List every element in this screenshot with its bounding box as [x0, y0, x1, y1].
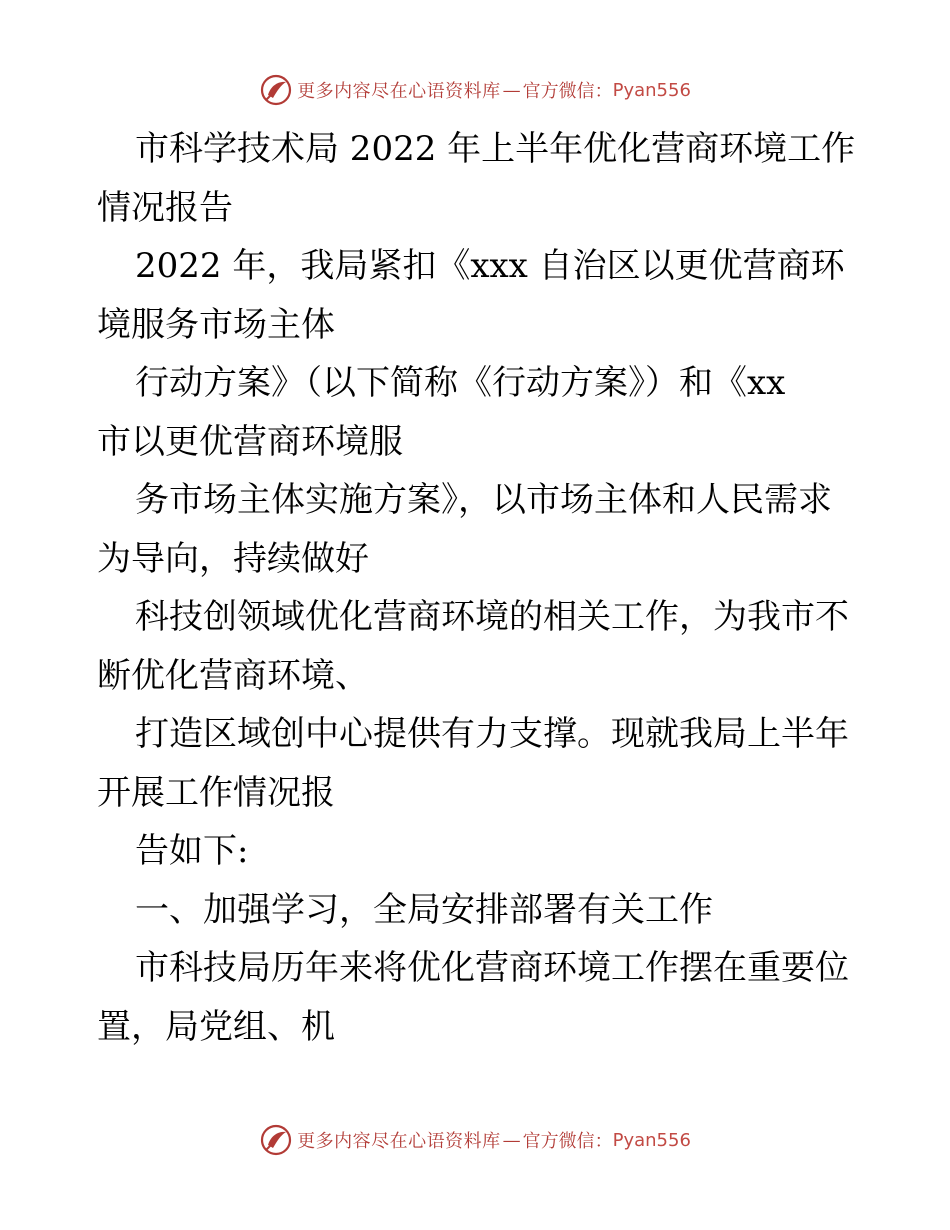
watermark-separator: — — [502, 1129, 521, 1151]
text-line: 2022 年，我局紧扣《xxx 自治区以更优营商环 — [135, 246, 845, 286]
text-line: 市科技局历年来将优化营商环境工作摆在重要位 — [135, 948, 849, 988]
text-line: 置，局党组、机 — [97, 1006, 335, 1047]
text-line: 打造区域创中心提供有力支撑。现就我局上半年 — [135, 714, 849, 754]
watermark-wechat-id: Pyan556 — [612, 1129, 691, 1151]
watermark-wechat-label: 官方微信： — [522, 81, 613, 102]
text-line: 市科学技术局 2022 年上半年优化营商环境工作 — [135, 129, 856, 169]
text-line: 市以更优营商环境服 — [97, 421, 403, 462]
document-body — [97, 120, 857, 1056]
footer-watermark — [0, 1120, 950, 1160]
text-line: 科技创领域优化营商环境的相关工作，为我市不 — [135, 597, 849, 637]
watermark-separator: — — [502, 79, 521, 101]
header-watermark — [0, 70, 950, 110]
logo-icon — [259, 1123, 293, 1157]
watermark-text: 更多内容尽在心语资料库 — [297, 81, 501, 102]
watermark-wechat-label: 官方微信： — [522, 1131, 613, 1152]
logo-icon — [259, 73, 293, 107]
section-heading: 一、加强学习，全局安排部署有关工作 — [135, 889, 713, 930]
text-line: 断优化营商环境、 — [97, 655, 369, 696]
text-line: 境服务市场主体 — [97, 304, 335, 345]
watermark-wechat-id: Pyan556 — [612, 79, 691, 101]
text-line: 行动方案》（以下简称《行动方案》）和《xx — [135, 363, 786, 403]
text-line: 告如下: — [135, 831, 249, 871]
text-line: 务市场主体实施方案》，以市场主体和人民需求 — [135, 480, 832, 520]
text-line: 情况报告 — [97, 187, 233, 228]
watermark-text: 更多内容尽在心语资料库 — [297, 1131, 501, 1152]
text-line: 为导向，持续做好 — [97, 538, 369, 579]
text-line: 开展工作情况报 — [97, 772, 335, 813]
